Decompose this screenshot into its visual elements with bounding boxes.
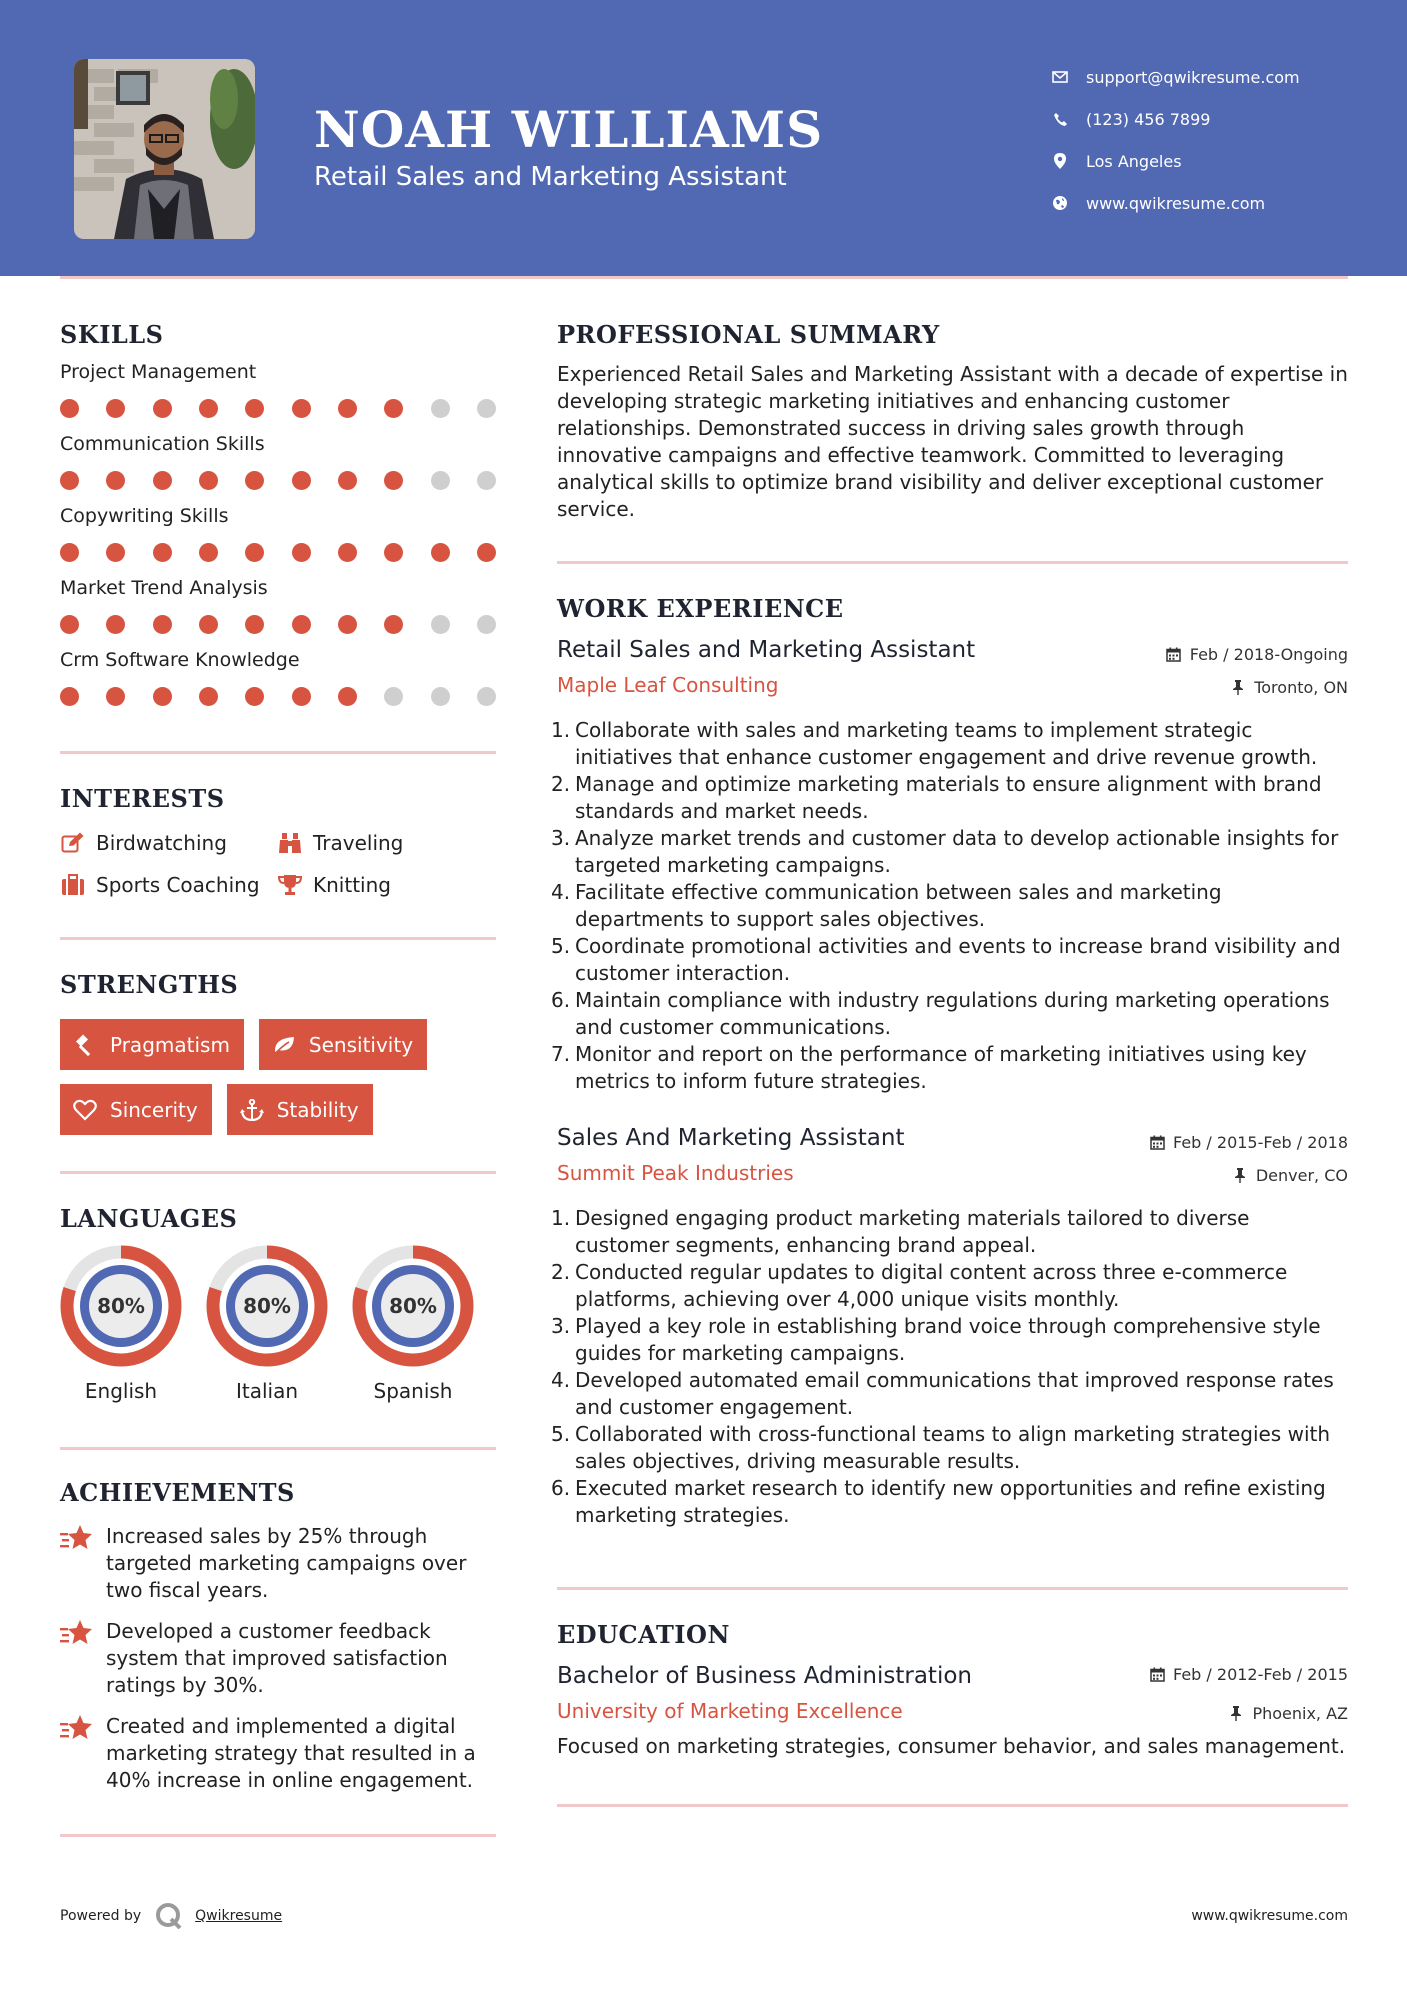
globe-icon bbox=[1050, 193, 1070, 213]
rating-dot-filled bbox=[384, 543, 403, 562]
rating-dot-filled bbox=[292, 615, 311, 634]
rating-dot-filled bbox=[292, 687, 311, 706]
summary-section bbox=[557, 320, 1348, 523]
rating-dot-filled bbox=[477, 543, 496, 562]
summary-heading: PROFESSIONAL SUMMARY bbox=[557, 320, 940, 349]
rating-dot-filled bbox=[384, 399, 403, 418]
interest-item bbox=[60, 831, 277, 855]
skill-rating bbox=[60, 611, 496, 637]
skill-name: Communication Skills bbox=[60, 433, 265, 455]
candidate-title: Retail Sales and Marketing Assistant bbox=[314, 162, 787, 192]
section-divider bbox=[60, 1171, 496, 1174]
job-dates-text: Feb / 2018-Ongoing bbox=[1189, 645, 1348, 664]
powered-by bbox=[60, 1902, 282, 1930]
list-item: 3. Played a key role in establishing brand voice through comprehensive style guides for marketing campaigns. bbox=[551, 1314, 1321, 1365]
languages-heading: LANGUAGES bbox=[60, 1204, 238, 1233]
qwikresume-link[interactable]: Qwikresume bbox=[195, 1908, 283, 1924]
rating-dot-filled bbox=[106, 471, 125, 490]
list-item: 5. Collaborated with cross-functional teams to align marketing strategies with sales objectives, driving measurable results. bbox=[551, 1422, 1331, 1473]
rating-dot-filled bbox=[106, 399, 125, 418]
rating-dot-filled bbox=[153, 543, 172, 562]
rating-dot-filled bbox=[245, 615, 264, 634]
star-icon bbox=[60, 1713, 94, 1743]
qwikresume-logo-icon bbox=[155, 1902, 183, 1930]
job-location bbox=[1166, 678, 1348, 697]
section-divider bbox=[60, 937, 496, 940]
skill-rating bbox=[60, 683, 496, 709]
skill-name: Project Management bbox=[60, 361, 257, 383]
pushpin-icon bbox=[1232, 1168, 1248, 1184]
language-item bbox=[352, 1245, 474, 1403]
heart-icon bbox=[72, 1098, 98, 1122]
interest-item bbox=[277, 831, 496, 855]
strengths-heading: STRENGTHS bbox=[60, 970, 239, 999]
candidate-name: NOAH WILLIAMS bbox=[314, 100, 824, 159]
job-bullets bbox=[551, 717, 1348, 1095]
job-location-text: Toronto, ON bbox=[1254, 678, 1348, 697]
education-location bbox=[1149, 1704, 1348, 1723]
skill-item bbox=[60, 649, 496, 709]
language-percent: 80% bbox=[243, 1294, 291, 1318]
job-title: Retail Sales and Marketing Assistant bbox=[557, 637, 976, 663]
language-percent: 80% bbox=[389, 1294, 437, 1318]
rating-dot-filled bbox=[384, 471, 403, 490]
rating-dot-filled bbox=[292, 543, 311, 562]
education-dates bbox=[1149, 1665, 1348, 1684]
rating-dot-filled bbox=[106, 543, 125, 562]
language-item bbox=[60, 1245, 182, 1403]
rating-dot-empty bbox=[477, 687, 496, 706]
language-name: English bbox=[84, 1379, 158, 1403]
job-header bbox=[557, 1125, 1348, 1185]
rating-dot-filled bbox=[292, 399, 311, 418]
list-item: 5. Coordinate promotional activities and events to increase brand visibility and customer interaction. bbox=[551, 934, 1341, 985]
job-bullets bbox=[551, 1205, 1348, 1529]
skill-name: Copywriting Skills bbox=[60, 505, 229, 527]
skills-heading: SKILLS bbox=[60, 320, 164, 349]
star-icon bbox=[60, 1523, 94, 1553]
left-column bbox=[60, 320, 496, 1837]
achievement-item bbox=[60, 1618, 496, 1699]
education-section bbox=[557, 1620, 1348, 1760]
strength-label: Pragmatism bbox=[110, 1032, 230, 1057]
list-item: 3. Analyze market trends and customer data to develop actionable insights for targeted marketing campaigns. bbox=[551, 826, 1339, 877]
achievement-item bbox=[60, 1523, 496, 1604]
skill-rating bbox=[60, 539, 496, 565]
rating-dot-filled bbox=[106, 615, 125, 634]
resume-header bbox=[0, 0, 1407, 276]
job-location-text: Denver, CO bbox=[1255, 1166, 1348, 1185]
skill-item bbox=[60, 433, 496, 493]
list-item: 1. Collaborate with sales and marketing teams to implement strategic initiatives that enhance customer engagement and drive revenue growth. bbox=[551, 718, 1318, 769]
interest-label: Knitting bbox=[313, 873, 391, 897]
contact-email-text: support@qwikresume.com bbox=[1086, 67, 1300, 87]
job-company: Summit Peak Industries bbox=[557, 1161, 794, 1185]
rating-dot-filled bbox=[60, 543, 79, 562]
rating-dot-empty bbox=[477, 615, 496, 634]
rating-dot-filled bbox=[199, 615, 218, 634]
contact-phone-text: (123) 456 7899 bbox=[1086, 109, 1211, 129]
work-heading: WORK EXPERIENCE bbox=[557, 594, 844, 623]
strength-label: Sensitivity bbox=[308, 1032, 414, 1057]
rating-dot-empty bbox=[477, 399, 496, 418]
rating-dot-filled bbox=[199, 687, 218, 706]
section-divider bbox=[60, 751, 496, 754]
skill-rating bbox=[60, 395, 496, 421]
rating-dot-filled bbox=[338, 399, 357, 418]
language-gauge bbox=[60, 1245, 182, 1367]
strength-tag bbox=[259, 1019, 427, 1070]
rating-dot-empty bbox=[384, 687, 403, 706]
job-location bbox=[1149, 1166, 1348, 1185]
envelope-icon bbox=[1050, 67, 1070, 87]
strength-tag bbox=[60, 1084, 212, 1135]
list-item: 6. Executed market research to identify new opportunities and refine existing marketing strategies. bbox=[551, 1476, 1326, 1527]
achievements-section bbox=[60, 1478, 496, 1794]
leaf-icon bbox=[271, 1033, 297, 1057]
strength-tag bbox=[60, 1019, 244, 1070]
star-icon bbox=[60, 1618, 94, 1648]
contact-location bbox=[1050, 140, 1300, 182]
interest-label: Sports Coaching bbox=[96, 873, 260, 897]
rating-dot-filled bbox=[199, 543, 218, 562]
rating-dot-empty bbox=[431, 471, 450, 490]
phone-icon bbox=[1050, 109, 1070, 129]
list-item: 4. Facilitate effective communication between sales and marketing departments to support sales objectives. bbox=[551, 880, 1222, 931]
list-item: 2. Manage and optimize marketing materials to ensure alignment with brand standards and market needs. bbox=[551, 772, 1322, 823]
section-divider bbox=[557, 1804, 1348, 1807]
rating-dot-empty bbox=[477, 471, 496, 490]
interest-label: Traveling bbox=[313, 831, 404, 855]
summary-text: Experienced Retail Sales and Marketing Assistant with a decade of expertise in developing strategic marketing initiatives and enhancing customer relationships. Demonstrated success in driving sales growth through innovative campaigns and effective teamwork. Committed to leveraging analytical skills to optimize brand visibility and deliver exceptional customer service. bbox=[557, 362, 1348, 521]
rating-dot-filled bbox=[245, 543, 264, 562]
rating-dot-empty bbox=[431, 615, 450, 634]
rating-dot-filled bbox=[199, 399, 218, 418]
contact-list bbox=[1050, 56, 1300, 224]
calendar-icon bbox=[1149, 1667, 1165, 1683]
job-dates bbox=[1149, 1133, 1348, 1152]
skill-item bbox=[60, 361, 496, 421]
language-gauge bbox=[206, 1245, 328, 1367]
rating-dot-filled bbox=[384, 615, 403, 634]
section-divider bbox=[557, 1587, 1348, 1590]
section-divider bbox=[60, 1834, 496, 1837]
language-gauge bbox=[352, 1245, 474, 1367]
rating-dot-filled bbox=[292, 471, 311, 490]
rating-dot-filled bbox=[199, 471, 218, 490]
rating-dot-filled bbox=[153, 615, 172, 634]
section-divider bbox=[60, 1447, 496, 1450]
section-divider bbox=[557, 561, 1348, 564]
calendar-icon bbox=[1149, 1135, 1165, 1151]
education-location-text: Phoenix, AZ bbox=[1252, 1704, 1348, 1723]
right-column bbox=[551, 320, 1348, 1807]
rating-dot-filled bbox=[153, 471, 172, 490]
language-name: Spanish bbox=[373, 1379, 453, 1403]
education-heading: EDUCATION bbox=[557, 1620, 730, 1649]
strength-tag bbox=[227, 1084, 373, 1135]
rating-dot-filled bbox=[106, 687, 125, 706]
strength-label: Sincerity bbox=[110, 1097, 198, 1122]
list-item: 1. Designed engaging product marketing materials tailored to diverse customer segments, enhancing brand appeal. bbox=[551, 1206, 1250, 1257]
skill-item bbox=[60, 577, 496, 637]
strength-tags bbox=[60, 1019, 496, 1135]
achievement-text: Developed a customer feedback system that improved satisfaction ratings by 30%. bbox=[106, 1619, 448, 1697]
job-company: Maple Leaf Consulting bbox=[557, 673, 779, 697]
work-section bbox=[551, 594, 1348, 1529]
rating-dot-filled bbox=[338, 687, 357, 706]
job-title: Sales And Marketing Assistant bbox=[557, 1125, 905, 1151]
rating-dot-filled bbox=[60, 399, 79, 418]
list-item: 6. Maintain compliance with industry regulations during marketing operations and customer communications. bbox=[551, 988, 1330, 1039]
contact-phone[interactable] bbox=[1050, 98, 1300, 140]
powered-by-label: Powered by bbox=[60, 1908, 142, 1924]
achievement-item bbox=[60, 1713, 496, 1794]
rating-dot-filled bbox=[153, 687, 172, 706]
rating-dot-filled bbox=[60, 615, 79, 634]
skills-section bbox=[60, 320, 496, 709]
profile-photo bbox=[74, 59, 255, 239]
rating-dot-empty bbox=[431, 399, 450, 418]
briefcase-icon bbox=[60, 873, 86, 897]
rating-dot-filled bbox=[245, 471, 264, 490]
skill-rating bbox=[60, 467, 496, 493]
rating-dot-filled bbox=[153, 399, 172, 418]
languages-section bbox=[60, 1204, 496, 1403]
interests-heading: INTERESTS bbox=[60, 784, 225, 813]
interest-item bbox=[60, 873, 277, 897]
strengths-section bbox=[60, 970, 496, 1135]
footer-url[interactable]: www.qwikresume.com bbox=[1191, 1908, 1348, 1924]
contact-location-text: Los Angeles bbox=[1086, 151, 1182, 171]
job-entry bbox=[551, 1125, 1348, 1529]
map-pin-icon bbox=[1050, 151, 1070, 171]
interest-label: Birdwatching bbox=[96, 831, 227, 855]
achievements-heading: ACHIEVEMENTS bbox=[60, 1478, 295, 1507]
language-list bbox=[60, 1245, 496, 1403]
education-dates-text: Feb / 2012-Feb / 2015 bbox=[1173, 1665, 1348, 1684]
language-name: Italian bbox=[235, 1379, 299, 1403]
rating-dot-filled bbox=[245, 399, 264, 418]
interests-grid bbox=[60, 831, 496, 897]
edit-icon bbox=[60, 831, 86, 855]
contact-website[interactable] bbox=[1050, 182, 1300, 224]
skill-item bbox=[60, 505, 496, 565]
pushpin-icon bbox=[1228, 1706, 1244, 1722]
calendar-icon bbox=[1166, 647, 1182, 663]
list-item: 4. Developed automated email communications that improved response rates and customer engagement. bbox=[551, 1368, 1334, 1419]
job-dates bbox=[1166, 645, 1348, 664]
achievement-text: Created and implemented a digital marketing strategy that resulted in a 40% increase in online engagement. bbox=[106, 1714, 476, 1792]
gavel-icon bbox=[72, 1033, 98, 1057]
contact-website-text: www.qwikresume.com bbox=[1086, 193, 1266, 213]
list-item: 2. Conducted regular updates to digital content across three e-commerce platforms, achieving over 4,000 unique visits monthly. bbox=[551, 1260, 1288, 1311]
job-entry bbox=[551, 637, 1348, 1095]
education-header bbox=[557, 1663, 1348, 1723]
education-degree: Bachelor of Business Administration bbox=[557, 1663, 972, 1689]
trophy-icon bbox=[277, 873, 303, 897]
pushpin-icon bbox=[1230, 680, 1246, 696]
job-dates-text: Feb / 2015-Feb / 2018 bbox=[1173, 1133, 1348, 1152]
rating-dot-filled bbox=[60, 687, 79, 706]
interests-section bbox=[60, 784, 496, 897]
binoculars-icon bbox=[277, 831, 303, 855]
rating-dot-filled bbox=[338, 543, 357, 562]
rating-dot-filled bbox=[60, 471, 79, 490]
strength-label: Stability bbox=[276, 1097, 359, 1122]
rating-dot-filled bbox=[245, 687, 264, 706]
achievement-text: Increased sales by 25% through targeted marketing campaigns over two fiscal years. bbox=[106, 1524, 467, 1602]
education-description: Focused on marketing strategies, consumer behavior, and sales management. bbox=[557, 1734, 1346, 1758]
skill-name: Market Trend Analysis bbox=[60, 577, 268, 599]
language-item bbox=[206, 1245, 328, 1403]
interest-item bbox=[277, 873, 496, 897]
header-divider bbox=[60, 276, 1348, 279]
contact-email[interactable] bbox=[1050, 56, 1300, 98]
rating-dot-empty bbox=[431, 687, 450, 706]
rating-dot-filled bbox=[431, 543, 450, 562]
education-school: University of Marketing Excellence bbox=[557, 1699, 903, 1723]
list-item: 7. Monitor and report on the performance of marketing initiatives using key metrics to inform future strategies. bbox=[551, 1042, 1307, 1093]
job-header bbox=[557, 637, 1348, 697]
language-percent: 80% bbox=[97, 1294, 145, 1318]
page-footer bbox=[60, 1898, 1348, 1934]
rating-dot-filled bbox=[338, 471, 357, 490]
anchor-icon bbox=[239, 1098, 265, 1122]
skill-name: Crm Software Knowledge bbox=[60, 649, 300, 671]
rating-dot-filled bbox=[338, 615, 357, 634]
